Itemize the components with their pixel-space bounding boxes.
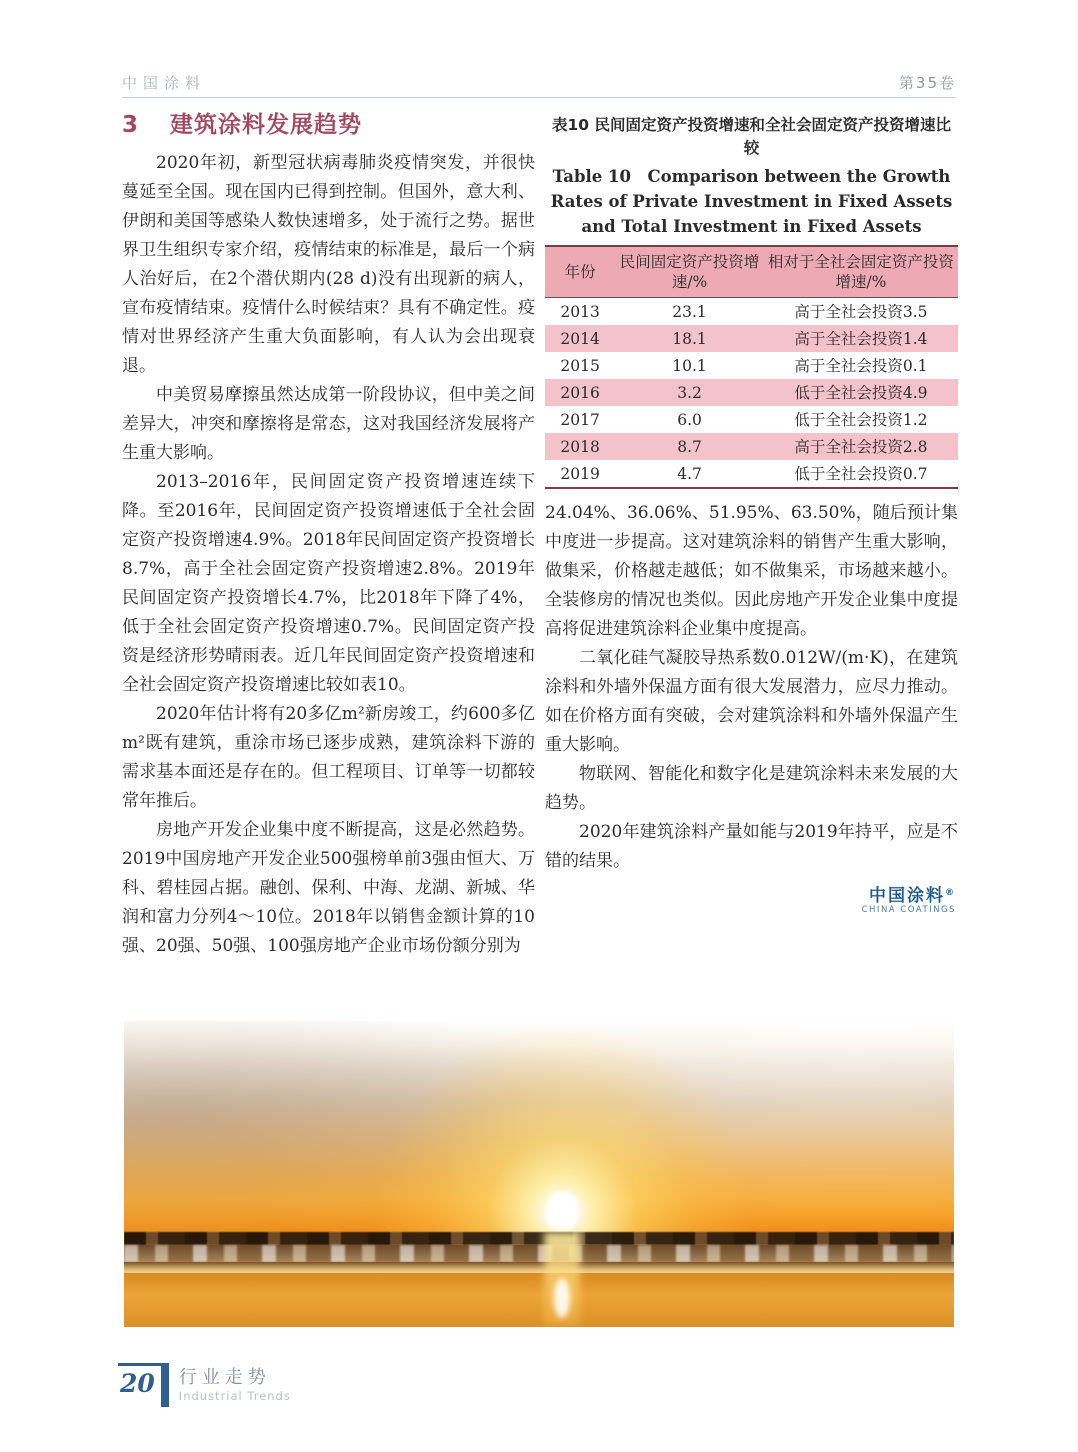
table-cell: 2019 (560, 464, 600, 483)
page-number: 20 (120, 1369, 155, 1398)
paragraph-market-share: 24.04%、36.06%、51.95%、63.50%，随后预计集中度进一步提高。这对建筑涂料的销售产生重大影响，做集采，价格越走越低；如不做集采，市场越来越小。全装修房的情况也类似。因此房地产开发企业集中度提高将促进建筑涂料企业集中度提高。 (545, 503, 958, 639)
table-row (545, 352, 958, 379)
table-caption-zh (545, 114, 958, 160)
table-row (545, 325, 958, 352)
paragraph-epidemic: 2020年初，新型冠状病毒肺炎疫情突发，并很快蔓延至全国。现在国内已得到控制。但国外，意大利、伊朗和美国等感染人数快速增多，处于流行之势。据世界卫生组织专家介绍，疫情结束的标准是，最后一个病人治好后，在2个潜伏期内(28 d)没有出现新的病人，宣布疫情结束。疫情什么时候结束？具有不确定性。疫情对世界经济产生重大负面影响，有人认为会出现衰退。 (122, 153, 535, 376)
paragraph-construction-2020: 2020年估计将有20多亿m²新房竣工，约600多亿m²既有建筑，重涂市场已逐步成熟，建筑涂料下游的需求基本面还是存在的。但工程项目、订单等一切都较常年推后。 (122, 704, 535, 811)
page-header (122, 72, 956, 94)
table-header-row (545, 246, 958, 298)
footer-bar (161, 1366, 169, 1407)
wet-sand (124, 1273, 954, 1327)
china-coatings-logo (545, 884, 958, 916)
paragraph-investment-trend: 2013–2016年，民间固定资产投资增速连续下降。至2016年，民间固定资产投资增速低于全社会固定资产投资增速4.9%。2018年民间固定资产投资增长8.7%，高于全社会固定资产投资增速2.8%。2019年民间固定资产投资增长4.7%，比2018年下降了4%，低于全社会固定资产投资增速0.7%。民间固定资产投资是经济形势晴雨表。近几年民间固定资产投资增速和全社会固定资产投资增速比较如表10。 (122, 472, 535, 695)
column-header-private-growth: 民间固定资产投资增速/% (615, 246, 764, 298)
header-divider (122, 97, 956, 98)
footer-section-en: Industrial Trends (178, 1389, 291, 1403)
right-column (545, 114, 958, 916)
logo-zh-text: 中国涂料 (869, 886, 945, 906)
section-title (122, 106, 362, 139)
paragraph-iot-trend: 物联网、智能化和数字化是建筑涂料未来发展的大趋势。 (545, 764, 958, 813)
table-cell: 18.1 (615, 325, 764, 352)
table-cell: 低于全社会投资4.9 (764, 379, 958, 406)
sunset-beach-photo (124, 1021, 954, 1327)
footer-section (179, 1363, 291, 1404)
table-cell: 高于全社会投资0.1 (794, 356, 928, 375)
table-cell: 高于全社会投资3.5 (794, 302, 928, 321)
table-cell: 8.7 (615, 433, 764, 460)
logo-name-zh (545, 884, 956, 905)
table-cell: 高于全社会投资2.8 (764, 433, 958, 460)
volume-label: 第35卷 (898, 74, 956, 92)
table-cell: 2016 (545, 379, 615, 406)
table-row (545, 460, 958, 488)
paragraph-2020-output: 2020年建筑涂料产量如能与2019年持平，应是不错的结果。 (545, 822, 958, 871)
table-row (545, 298, 958, 326)
table-row (545, 406, 958, 433)
table-row (545, 433, 958, 460)
column-header-year: 年份 (545, 246, 615, 298)
foam-line (124, 1262, 954, 1273)
left-column (122, 149, 535, 961)
page-footer (118, 1363, 291, 1407)
table-cell: 低于全社会投资0.7 (794, 464, 928, 483)
table-caption-zh-label: 表10 (552, 116, 590, 134)
table-cell: 低于全社会投资1.2 (794, 410, 928, 429)
table-cell: 4.7 (677, 464, 702, 483)
table-caption-zh-text: 民间固定资产投资增速和全社会固定资产投资增速比较 (594, 116, 951, 157)
section-title-text: 建筑涂料发展趋势 (170, 112, 363, 138)
table-cell: 3.2 (615, 379, 764, 406)
table-cell: 6.0 (677, 410, 702, 429)
table-cell: 2018 (545, 433, 615, 460)
paragraph-silica-aerogel: 二氧化硅气凝胶导热系数0.012W/(m·K)，在建筑涂料和外墙外保温方面有很大发展潜力，应尽力推动。如在价格方面有突破，会对建筑涂料和外墙外保温产生重大影响。 (545, 648, 958, 755)
table-cell: 高于全社会投资1.4 (764, 325, 958, 352)
logo-registered-mark: ® (945, 888, 956, 898)
table-cell: 2017 (560, 410, 600, 429)
table-cell: 2014 (545, 325, 615, 352)
logo-name-en: CHINA COATINGS (861, 905, 956, 915)
table-cell: 23.1 (672, 302, 707, 321)
table-cell: 2015 (560, 356, 600, 375)
table-cell: 10.1 (672, 356, 707, 375)
table-row (545, 379, 958, 406)
footer-section-zh: 行业走势 (178, 1367, 271, 1388)
journal-name: 中国涂料 (122, 74, 207, 92)
section-number: 3 (122, 112, 140, 138)
horizon-waves (124, 1232, 954, 1245)
page-number-box (118, 1363, 169, 1407)
column-header-relative-total: 相对于全社会固定资产投资增速/% (764, 246, 958, 298)
surf-foam (124, 1245, 954, 1262)
paragraph-trade-friction: 中美贸易摩擦虽然达成第一阶段协议，但中美之间差异大，冲突和摩擦将是常态，这对我国经济发展将产生重大影响。 (122, 385, 535, 463)
table-cell: 2013 (560, 302, 600, 321)
investment-comparison-table (545, 245, 958, 489)
paragraph-developer-concentration: 房地产开发企业集中度不断提高，这是必然趋势。2019中国房地产开发企业500强榜单前3强由恒大、万科、碧桂园占据。融创、保利、中海、龙湖、新城、华润和富力分列4～10位。2018年以销售金额计算的10强、20强、50强、100强房地产企业市场份额分别为 (122, 820, 535, 956)
table-caption-en: Table 10 Comparison between the Growth Rates of Private Investment in Fixed Assets and Total Investment in Fixed Assets (550, 167, 953, 236)
